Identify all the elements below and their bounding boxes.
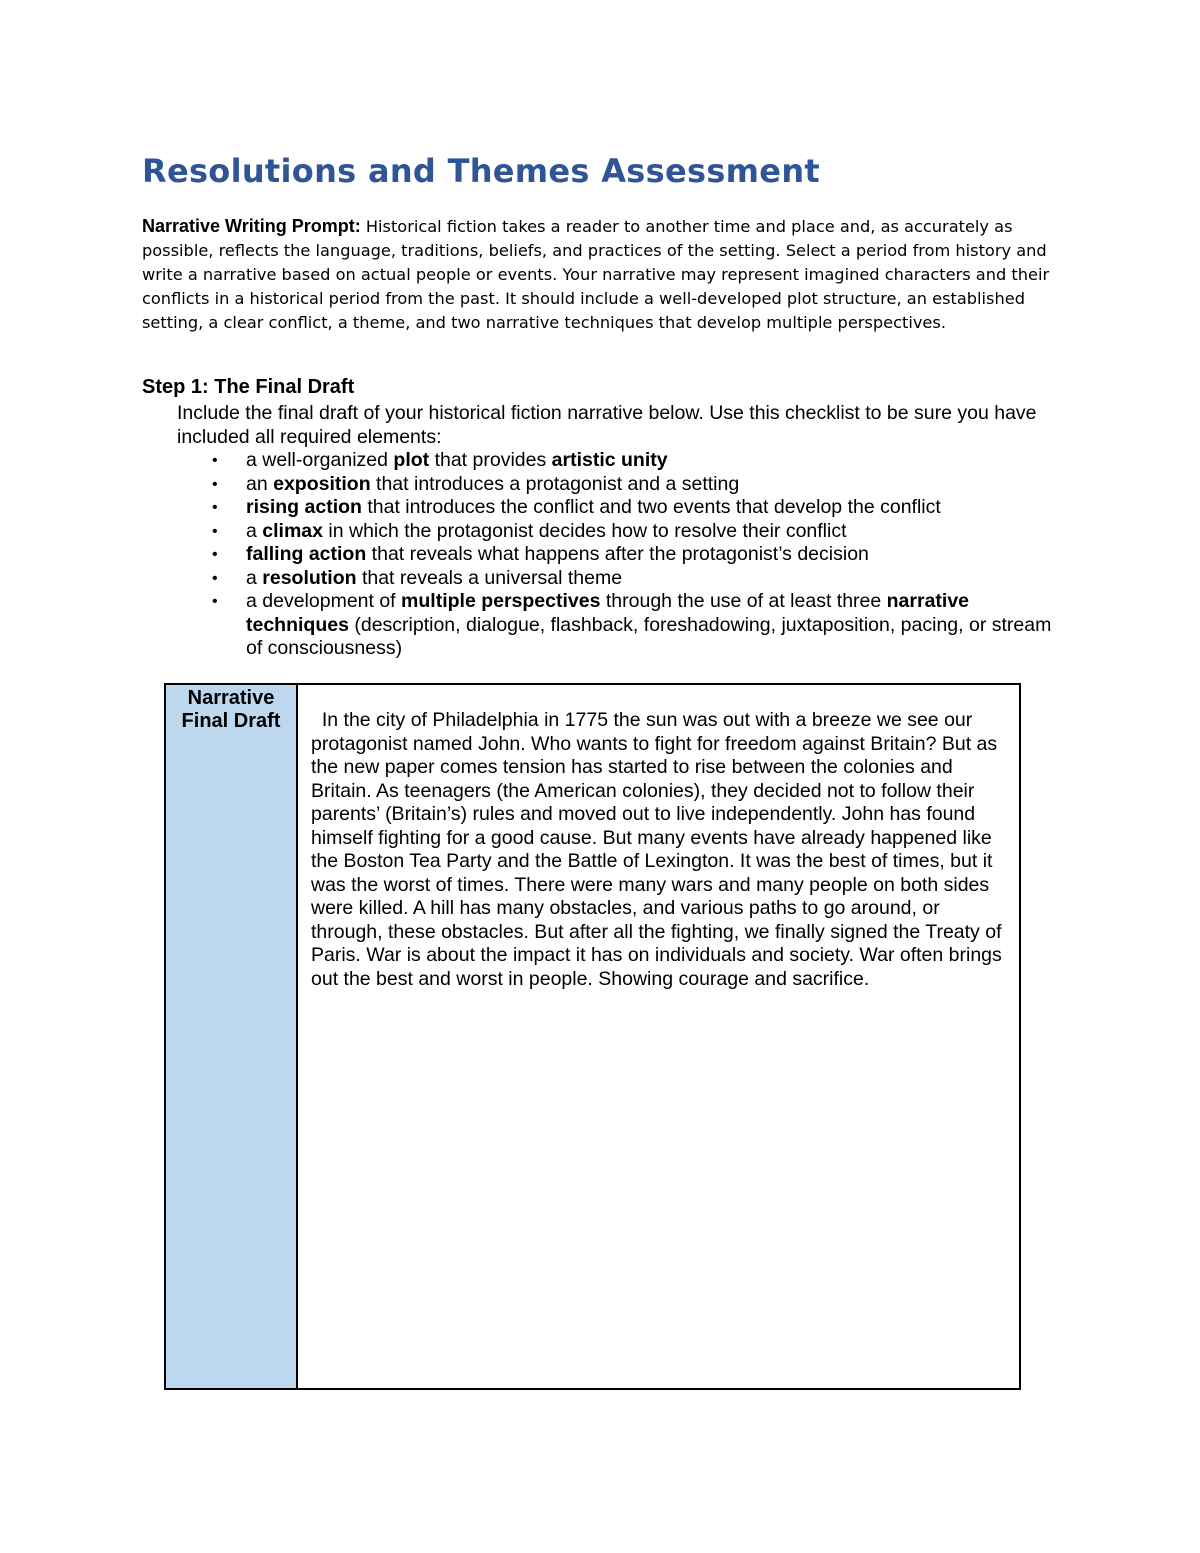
checklist-item: • a well-organized plot that provides artistic unity [212,449,668,471]
draft-label-line1: Narrative [187,687,275,709]
bullet-icon: • [212,452,218,469]
bullet-icon: • [212,593,218,610]
draft-text: In the city of Philadelphia in 1775 the sun was out with a breeze we see our protagonist named John. Who wants to fight for freedom against Britain? But as the new paper comes tension has started to rise between the colonies and Britain. As teenagers (the American colonies), they decided not to follow their parents’ (Britain’s) rules and moved out to live independently. John has found himself fighting for a good cause. But many events have already happened like the Boston Tea Party and the Battle of Lexington. It was the best of times, but it was the worst of times. There were many wars and many people on both sides were killed. A hill has many obstacles, and various paths to go around, or through, these obstacles. But after all the fighting, we finally signed the Treaty of Paris. War is about the impact it has on individuals and society. War often brings out the best and worst in people. Showing courage and sacrifice. [311,709,1002,990]
checklist-item: • a climax in which the protagonist decides how to resolve their conflict [212,519,847,542]
checklist-item: • falling action that reveals what happens after the protagonist’s decision [212,543,869,565]
prompt-text: Historical fiction takes a reader to another time and place and, as accurately as possible, reflects the language, traditions, beliefs, and practices of the setting. Select a period from history and write a narrative based on actual people or events. Your narrative may represent imagined characters and their conflicts in a historical period from the past. It should include a well-developed plot structure, an established setting, a clear conflict, a theme, and two narrative techniques that develop multiple perspectives. [142,217,1050,332]
checklist-item: • an exposition that introduces a protagonist and a setting [212,472,740,495]
checklist [212,449,1052,661]
bullet-icon: • [212,475,218,493]
writing-prompt [142,214,1072,335]
checklist-item: • a resolution that reveals a universal theme [212,566,623,589]
bullet-icon: • [212,569,218,587]
final-draft-table [164,683,1021,1390]
prompt-label: Narrative Writing Prompt: [142,216,361,236]
checklist-item: • rising action that introduces the conflict and two events that develop the conflict [212,496,941,518]
step-intro: Include the final draft of your historical fiction narrative below. Use this checklist to be sure you have included all required elements: [177,402,1037,448]
bullet-icon: • [212,546,218,563]
page-title: Resolutions and Themes Assessment [142,152,820,190]
step-heading: Step 1: The Final Draft [142,376,355,398]
draft-indent [311,709,322,731]
bullet-icon: • [212,499,218,516]
bullet-icon: • [212,522,218,540]
draft-label-line2: Final Draft [181,710,281,732]
draft-text-cell[interactable] [311,709,1011,991]
checklist-item: • a development of multiple perspectives through the use of at least three narrative techniques (description, dialogue, flashback, foreshadowing, juxtaposition, pacing, or stream of consciousness) [212,590,1052,659]
draft-label-cell [166,685,298,1388]
